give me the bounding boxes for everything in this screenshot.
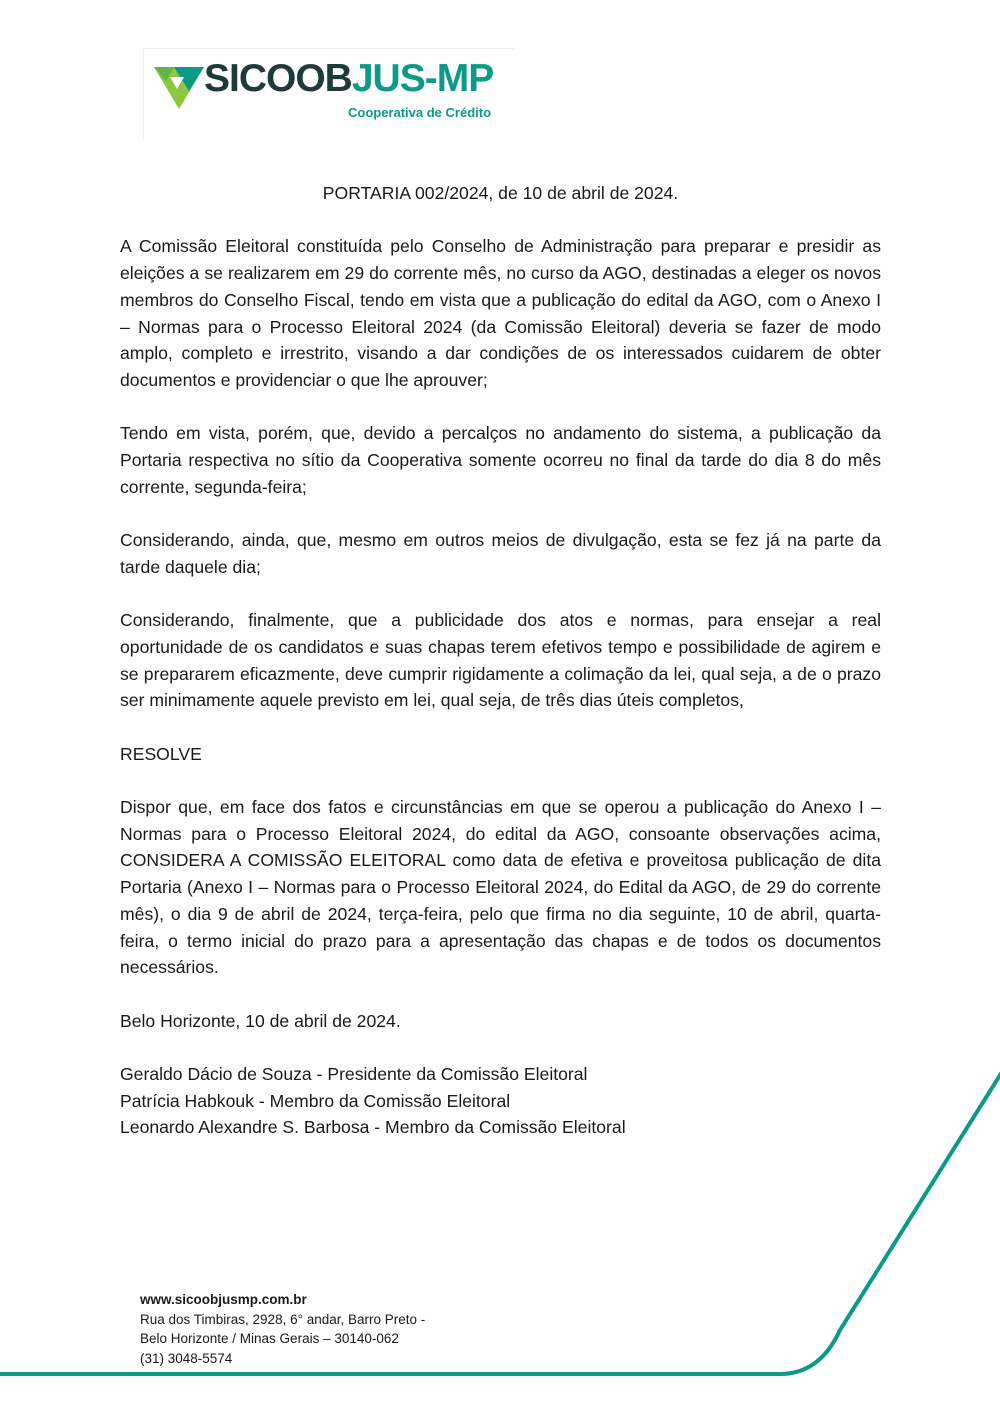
document-title: PORTARIA 002/2024, de 10 de abril de 2024. bbox=[322, 183, 679, 203]
paragraph: A Comissão Eleitoral constituída pelo Conselho de Administração para preparar e presidir as eleições a se realizarem em 29 do corrente mês, no curso da AGO, destinadas a eleger os novos membros do Conselho Fiscal, tendo em vista que a publicação do edital da AGO, com o Anexo I – Normas para o Processo Eleitoral 2024 (da Comissão Eleitoral) deveria se fazer de modo amplo, completo e irrestrito, visando a dar condições de os interessados cuidarem de obter documentos e providenciar o que lhe aprouver; bbox=[120, 236, 881, 390]
logo-subtitle: Cooperativa de Crédito bbox=[348, 105, 492, 120]
resolve-heading: RESOLVE bbox=[120, 743, 202, 764]
paragraph: Considerando, finalmente, que a publicidade dos atos e normas, para ensejar a real oportunidade de os candidatos e suas chapas terem efetivos tempo e possibilidade de agirem e se prepararem eficazmente, deve cumprir rigidamente a colimação da lei, qual seja, a de o prazo ser minimamente aquele previsto em lei, qual seja, de três dias úteis completos, bbox=[120, 610, 881, 711]
footer-phone: (31) 3048-5574 bbox=[140, 1350, 233, 1366]
paragraph: Dispor que, em face dos fatos e circunstâncias em que se operou a publicação do Anexo I – Normas para o Processo Eleitoral 2024, do edital da AGO, consoante observações acima, CONSIDERA A COMISSÃO ELEITORAL como data de efetiva e proveitosa publicação de dita Portaria (Anexo I – Normas para o Processo Eleitoral 2024, do Edital da AGO, de 29 do corrente mês), o dia 9 de abril de 2024, terça-feira, pelo que firma no dia seguinte, 10 de abril, quarta-feira, o termo inicial do prazo para a apresentação das chapas e de todos os documentos necessários. bbox=[120, 797, 881, 978]
paragraph: Tendo em vista, porém, que, devido a percalços no andamento do sistema, a publicação da Portaria respectiva no sítio da Cooperativa somente ocorreu no final da tarde do dia 8 do mês corrente, segunda-feira; bbox=[120, 423, 881, 497]
signature-line: Geraldo Dácio de Souza - Presidente da Comissão Eleitoral bbox=[120, 1064, 588, 1085]
website-link[interactable]: www.sicoobjusmp.com.br bbox=[140, 1292, 307, 1307]
paragraph: Considerando, ainda, que, mesmo em outros meios de divulgação, esta se fez já na parte da tarde daquele dia; bbox=[120, 530, 881, 577]
logo-brand-dark: SICOOB bbox=[204, 57, 352, 100]
signature-line: Leonardo Alexandre S. Barbosa - Membro da Comissão Eleitoral bbox=[120, 1117, 626, 1138]
footer bbox=[140, 1290, 425, 1368]
place-date: Belo Horizonte, 10 de abril de 2024. bbox=[120, 1010, 401, 1031]
footer-address-1: Rua dos Timbiras, 2928, 6° andar, Barro Preto - bbox=[140, 1311, 426, 1327]
logo-brand-green: JUS-MP bbox=[351, 57, 494, 100]
footer-address-2: Belo Horizonte / Minas Gerais – 30140-062 bbox=[140, 1331, 399, 1346]
signature-line: Patrícia Habkouk - Membro da Comissão Eleitoral bbox=[120, 1090, 511, 1111]
